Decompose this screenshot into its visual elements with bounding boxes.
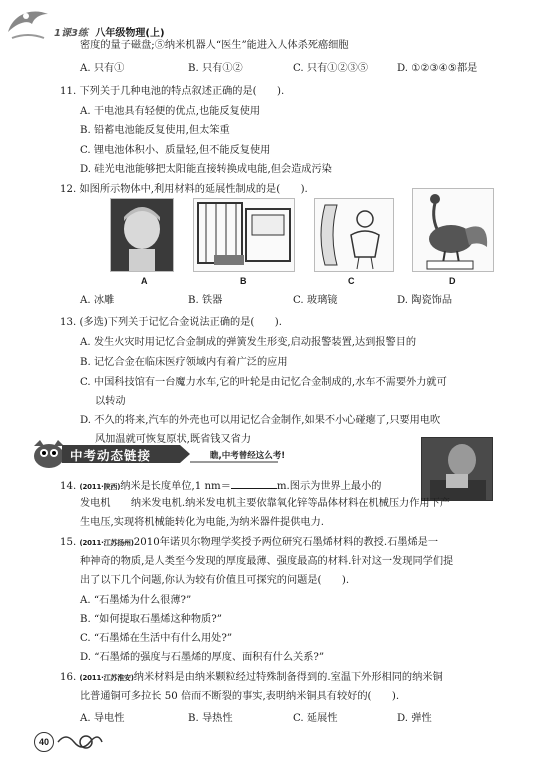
q16-line-1	[60, 671, 443, 685]
q10-option-a: A. 只有①	[80, 63, 125, 74]
q14-line-3: 生电压,实现将机械能转化为电能,为纳米器件提供电力.	[80, 517, 325, 528]
glass-mirror-image	[314, 198, 394, 272]
q14-text-1: 纳米是长度单位,1 nm＝	[120, 481, 231, 492]
q15-option-c: C. “石墨烯在生活中有什么用处?”	[80, 633, 233, 644]
image-label-a: A	[141, 276, 148, 286]
q15-source: (2011·江苏扬州)	[79, 539, 134, 547]
q14-line-1	[60, 478, 381, 494]
q14-source: (2011·陕西)	[79, 483, 121, 491]
text-line: 密度的量子磁盘;⑤纳米机器人“医生”能进入人体杀死癌细胞	[80, 40, 349, 51]
q13-option-d: D. 不久的将来,汽车的外壳也可以用记忆合金制作,如果不小心碰瘪了,只要用电吹	[80, 415, 441, 426]
image-label-b: B	[240, 276, 247, 286]
q10-option-c: C. 只有①②③⑤	[293, 63, 369, 74]
q14-text-2: m.图示为世界上最小的	[276, 481, 382, 492]
dolphin-logo-icon	[4, 2, 54, 46]
q12-option-b: B. 铁器	[188, 295, 223, 306]
q13-stem: 13. (多选)下列关于记忆合金说法正确的是( ).	[60, 317, 282, 328]
q14-answer-blank[interactable]	[231, 478, 277, 489]
q12-option-d: D. 陶瓷饰品	[397, 295, 453, 306]
q15-option-d: D. “石墨烯的强度与石墨烯的厚度、面积有什么关系?”	[80, 652, 325, 663]
q12-option-c: C. 玻璃镜	[293, 295, 338, 306]
q16-option-a: A. 导电性	[80, 713, 125, 724]
ironwork-image	[193, 198, 295, 272]
q16-number: 16.	[60, 672, 77, 683]
banner-title: 中考动态链接	[70, 448, 152, 463]
ice-sculpture-image	[110, 198, 174, 272]
q11-option-d: D. 硅光电池能够把太阳能直接转换成电能,但会造成污染	[80, 164, 332, 175]
q11-stem: 11. 下列关于几种电池的特点叙述正确的是( ).	[60, 86, 285, 97]
q16-option-b: B. 导热性	[188, 713, 233, 724]
page-number: 40	[38, 737, 49, 747]
q10-option-b: B. 只有①②	[188, 63, 243, 74]
q15-option-a: A. “石墨烯为什么很薄?”	[80, 595, 192, 606]
q13-option-a: A. 发生火灾时用记忆合金制成的弹簧发生形变,启动报警装置,达到报警目的	[80, 337, 417, 348]
q15-line-3: 出了以下几个问题,你认为较有价值且可探究的问题是( ).	[80, 575, 350, 586]
q15-option-b: B. “如何提取石墨烯这种物质?”	[80, 614, 222, 625]
q16-source: (2011·江苏淮安)	[79, 674, 134, 682]
q13-option-d-cont: 风加温就可恢复原状,既省钱又省力	[95, 434, 252, 445]
page-number-badge	[34, 732, 54, 752]
ceramic-ornament-image	[412, 188, 494, 272]
q16-text-1: 纳米材料是由纳米颗粒经过特殊制备得到的.室温下外形相同的纳米铜	[133, 672, 443, 683]
image-label-d: D	[449, 276, 456, 286]
q13-option-c-cont: 以转动	[95, 396, 126, 407]
brand-logo: 1课3练	[54, 28, 88, 39]
footer-decoration-icon	[56, 730, 104, 754]
q16-line-2: 比普通铜可多拉长 50 倍而不断裂的事实,表明纳米铜具有较好的( ).	[80, 691, 400, 702]
q15-number: 15.	[60, 537, 77, 548]
q14-number: 14.	[60, 481, 77, 492]
q15-line-2: 种神奇的物质,是人类至今发现的厚度最薄、强度最高的材料.针对这一发现同学们提	[80, 556, 454, 567]
q10-option-d: D. ①②③④⑤都是	[397, 63, 478, 74]
q13-option-c: C. 中国科技馆有一台魔力水车,它的叶轮是由记忆合金制成的,水车不需要外力就可	[80, 377, 447, 388]
q15-text-1: 2010年诺贝尔物理学奖授予两位研究石墨烯材料的教授.石墨烯是一	[133, 537, 439, 548]
book-title: 八年级物理(上)	[95, 28, 165, 39]
q14-line-2: 发电机 纳米发电机.纳米发电机主要依靠氧化锌等晶体材料在机械压力作用下产	[80, 498, 450, 509]
q15-line-1	[60, 536, 438, 550]
q11-option-b: B. 铅蓄电池能反复使用,但太笨重	[80, 125, 230, 136]
q12-stem: 12. 如图所示物体中,利用材料的延展性制成的是( ).	[60, 184, 308, 195]
q11-option-c: C. 锂电池体积小、质量轻,但不能反复使用	[80, 145, 271, 156]
image-label-c: C	[348, 276, 355, 286]
q12-option-a: A. 冰雕	[80, 295, 115, 306]
q11-option-a: A. 干电池具有轻便的优点,也能反复使用	[80, 106, 261, 117]
q16-option-c: C. 延展性	[293, 713, 338, 724]
nano-generator-photo	[421, 437, 493, 501]
banner-subtitle: 瞧,中考曾经这么考!	[210, 451, 286, 461]
q13-option-b: B. 记忆合金在临床医疗领域内有着广泛的应用	[80, 357, 288, 368]
q16-option-d: D. 弹性	[397, 713, 432, 724]
